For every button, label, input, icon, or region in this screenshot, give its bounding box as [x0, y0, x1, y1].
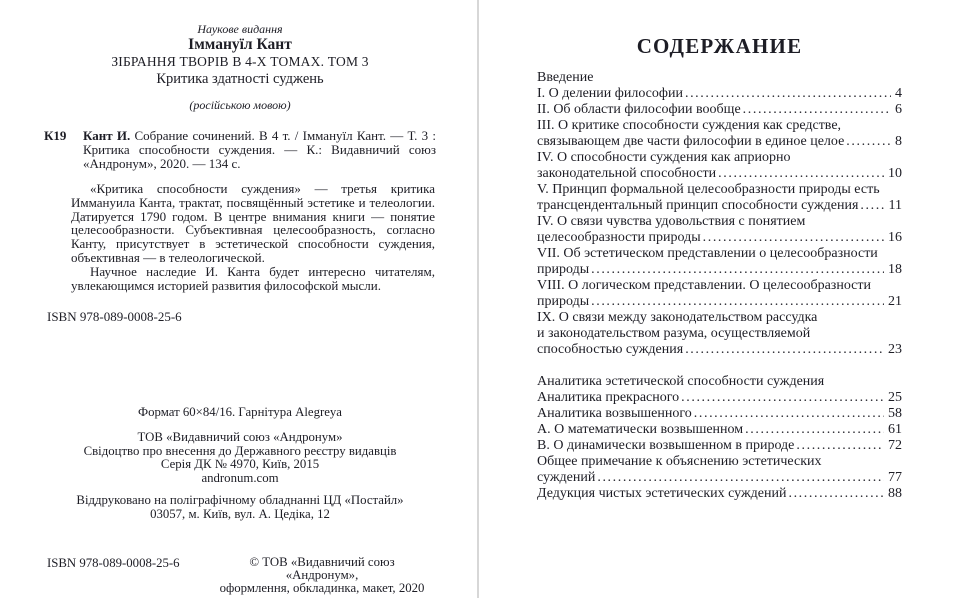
catalog-entry [44, 129, 436, 170]
toc-row [537, 326, 902, 342]
publisher-info [44, 431, 436, 485]
table-of-contents-page [480, 0, 959, 598]
printing-line: Віддруковано на поліграфічному обладнанні ЦД «Постайл» [76, 493, 404, 507]
toc-entry-text: Дедукция чистых эстетических суждений [537, 486, 787, 501]
catalog-text [83, 129, 436, 170]
toc-entry-text: В. О динамически возвышенном в природе [537, 438, 795, 453]
toc-leader-dots [591, 262, 884, 278]
toc-entry-text: способностью суждения [537, 342, 684, 357]
toc-entry-text: А. О математически возвышенном [537, 422, 744, 437]
toc-entry-text: связывающем две части философии в единое целое [537, 134, 845, 149]
toc-entry-text: Аналитика прекрасного [537, 390, 680, 405]
toc-row [537, 342, 902, 358]
toc-page-number: 18 [888, 262, 902, 277]
catalog-code: К19 [44, 128, 67, 143]
toc-entry-text: суждений [537, 470, 596, 485]
annotation [71, 182, 435, 292]
toc-row [537, 86, 902, 102]
toc-leader-dots [796, 438, 884, 454]
toc-row [537, 374, 902, 390]
toc-leader-dots [788, 486, 884, 502]
toc-entry-text: Общее примечание к объяснению эстетических [537, 454, 822, 469]
printing-info [44, 494, 436, 521]
toc-leader-dots [745, 422, 884, 438]
toc-row [537, 422, 902, 438]
toc-leader-dots [591, 294, 884, 310]
page-gutter-divider [477, 0, 479, 598]
toc-row [537, 438, 902, 454]
language-note: (російською мовою) [189, 98, 291, 112]
toc-row [537, 262, 902, 278]
toc-row [537, 166, 902, 182]
isbn-number: ISBN 978-089-0008-25-6 [47, 309, 182, 324]
footer-copyright [213, 556, 431, 596]
toc-entry-text: VIII. О логическом представлении. О целесообразности [537, 278, 872, 293]
toc-entry-text: законодательной способности [537, 166, 717, 181]
toc-entry-text: Аналитика эстетической способности суждения [537, 374, 825, 389]
toc-row [537, 230, 902, 246]
footer-isbn: ISBN 978-089-0008-25-6 [47, 556, 180, 570]
toc-row [537, 294, 902, 310]
toc-leader-dots [860, 198, 884, 214]
printing-address: 03057, м. Київ, вул. А. Цедіка, 12 [150, 506, 330, 521]
toc-page-number: 77 [888, 470, 902, 485]
toc-row [537, 118, 902, 134]
toc-page-number: 58 [888, 406, 902, 421]
publisher-line: Серія ДК № 4970, Київ, 2015 [160, 457, 320, 472]
toc-page-number: 16 [888, 230, 902, 245]
toc-spacer [537, 358, 902, 374]
toc-row [537, 278, 902, 294]
annotation-paragraph-2: Научное наследие И. Канта будет интересно читателям, увлекающимся историей развития философской мысли. [71, 263, 435, 293]
toc-row [537, 246, 902, 262]
toc-leader-dots [681, 390, 884, 406]
publisher-line: Свідоцтво про внесення до Державного реєстру видавців [83, 443, 397, 458]
toc-entry-text: VII. Об эстетическом представлении о целесообразности [537, 246, 878, 261]
publisher-line: ТОВ «Видавничий союз «Андронум» [137, 430, 343, 444]
toc-leader-dots [718, 166, 884, 182]
format-line: Формат 60×84/16. Гарнітура Alegreya [138, 405, 342, 419]
toc-row [537, 150, 902, 166]
toc-leader-dots [694, 406, 884, 422]
toc-entry-text: Аналитика возвышенного [537, 406, 692, 421]
toc-page-number: 6 [895, 102, 902, 117]
toc-page-number: 72 [888, 438, 902, 453]
toc-leader-dots [846, 134, 891, 150]
publisher-website: andronum.com [201, 470, 279, 485]
toc-entry-text: III. О критике способности суждения как средстве, [537, 118, 842, 133]
toc-page-number: 4 [895, 86, 902, 101]
title-verso-page [0, 0, 477, 598]
toc-row [537, 470, 902, 486]
toc-leader-dots [597, 470, 884, 486]
toc-page-number: 61 [888, 422, 902, 437]
toc-entry-text: V. Принцип формальной целесообразности природы есть [537, 182, 880, 197]
toc-row [537, 214, 902, 230]
toc-list [537, 70, 902, 502]
toc-entry-text: II. Об области философии вообще [537, 102, 741, 117]
toc-entry-text: IV. О связи чувства удовольствия с понятием [537, 214, 806, 229]
toc-page-number: 23 [888, 342, 902, 357]
toc-entry-text: природы [537, 262, 590, 277]
toc-row [537, 390, 902, 406]
toc-leader-dots [685, 342, 884, 358]
annotation-paragraph-1: «Критика способности суждения» — третья критика Иммануила Канта, трактат, посвящённый эстетике и телеологии. Датируется 1790 годом. В центре внимания книги — понятие целесообразности. Субъективная целесообразность, согласно Канту, присутствует в эстетической способности суждения, объективная — в телеологической. [71, 181, 435, 265]
toc-entry-text: IX. О связи между законодательством рассудка [537, 310, 818, 325]
copyright-line-1: © ТОВ «Видавничий союз «Андронум», [249, 555, 395, 583]
toc-page-number: 11 [888, 198, 902, 213]
toc-entry-text: Введение [537, 70, 594, 85]
toc-entry-text: целесообразности природы [537, 230, 701, 245]
toc-entry-text: природы [537, 294, 590, 309]
toc-row [537, 182, 902, 198]
toc-row [537, 310, 902, 326]
toc-page-number: 21 [888, 294, 902, 309]
toc-row [537, 198, 902, 214]
copyright-line-2: оформлення, обкладинка, макет, 2020 [219, 581, 425, 596]
toc-page-number: 25 [888, 390, 902, 405]
catalog-author: Кант И. [83, 128, 131, 143]
toc-entry-text: IV. О способности суждения как априорно [537, 150, 791, 165]
toc-entry-text: трансцендентальный принцип способности суждения [537, 198, 859, 213]
toc-row [537, 102, 902, 118]
toc-row [537, 406, 902, 422]
toc-page-number: 8 [895, 134, 902, 149]
toc-row [537, 486, 902, 502]
toc-row [537, 70, 902, 86]
toc-page-number: 88 [888, 486, 902, 501]
volume-title: Критика здатності суджень [156, 71, 324, 87]
author-name: Іммануїл Кант [188, 36, 292, 53]
toc-entry-text: I. О делении философии [537, 86, 683, 101]
toc-entry-text: и законодательством разума, осуществляемой [537, 326, 811, 341]
toc-page-number: 10 [888, 166, 902, 181]
series-title: ЗІБРАННЯ ТВОРІВ В 4-Х ТОМАХ. ТОМ 3 [111, 54, 369, 69]
toc-title: СОДЕРЖАНИЕ [636, 34, 803, 58]
toc-leader-dots [703, 230, 884, 246]
catalog-description: Собрание сочинений. В 4 т. / Іммануїл Кант. — Т. 3 : Критика способности суждения. — К.: Видавничий союз «Андронум», 2020. — 134 с. [83, 128, 436, 171]
toc-row [537, 134, 902, 150]
toc-leader-dots [685, 86, 891, 102]
toc-row [537, 454, 902, 470]
toc-leader-dots [743, 102, 891, 118]
edition-note: Наукове видання [197, 22, 283, 36]
